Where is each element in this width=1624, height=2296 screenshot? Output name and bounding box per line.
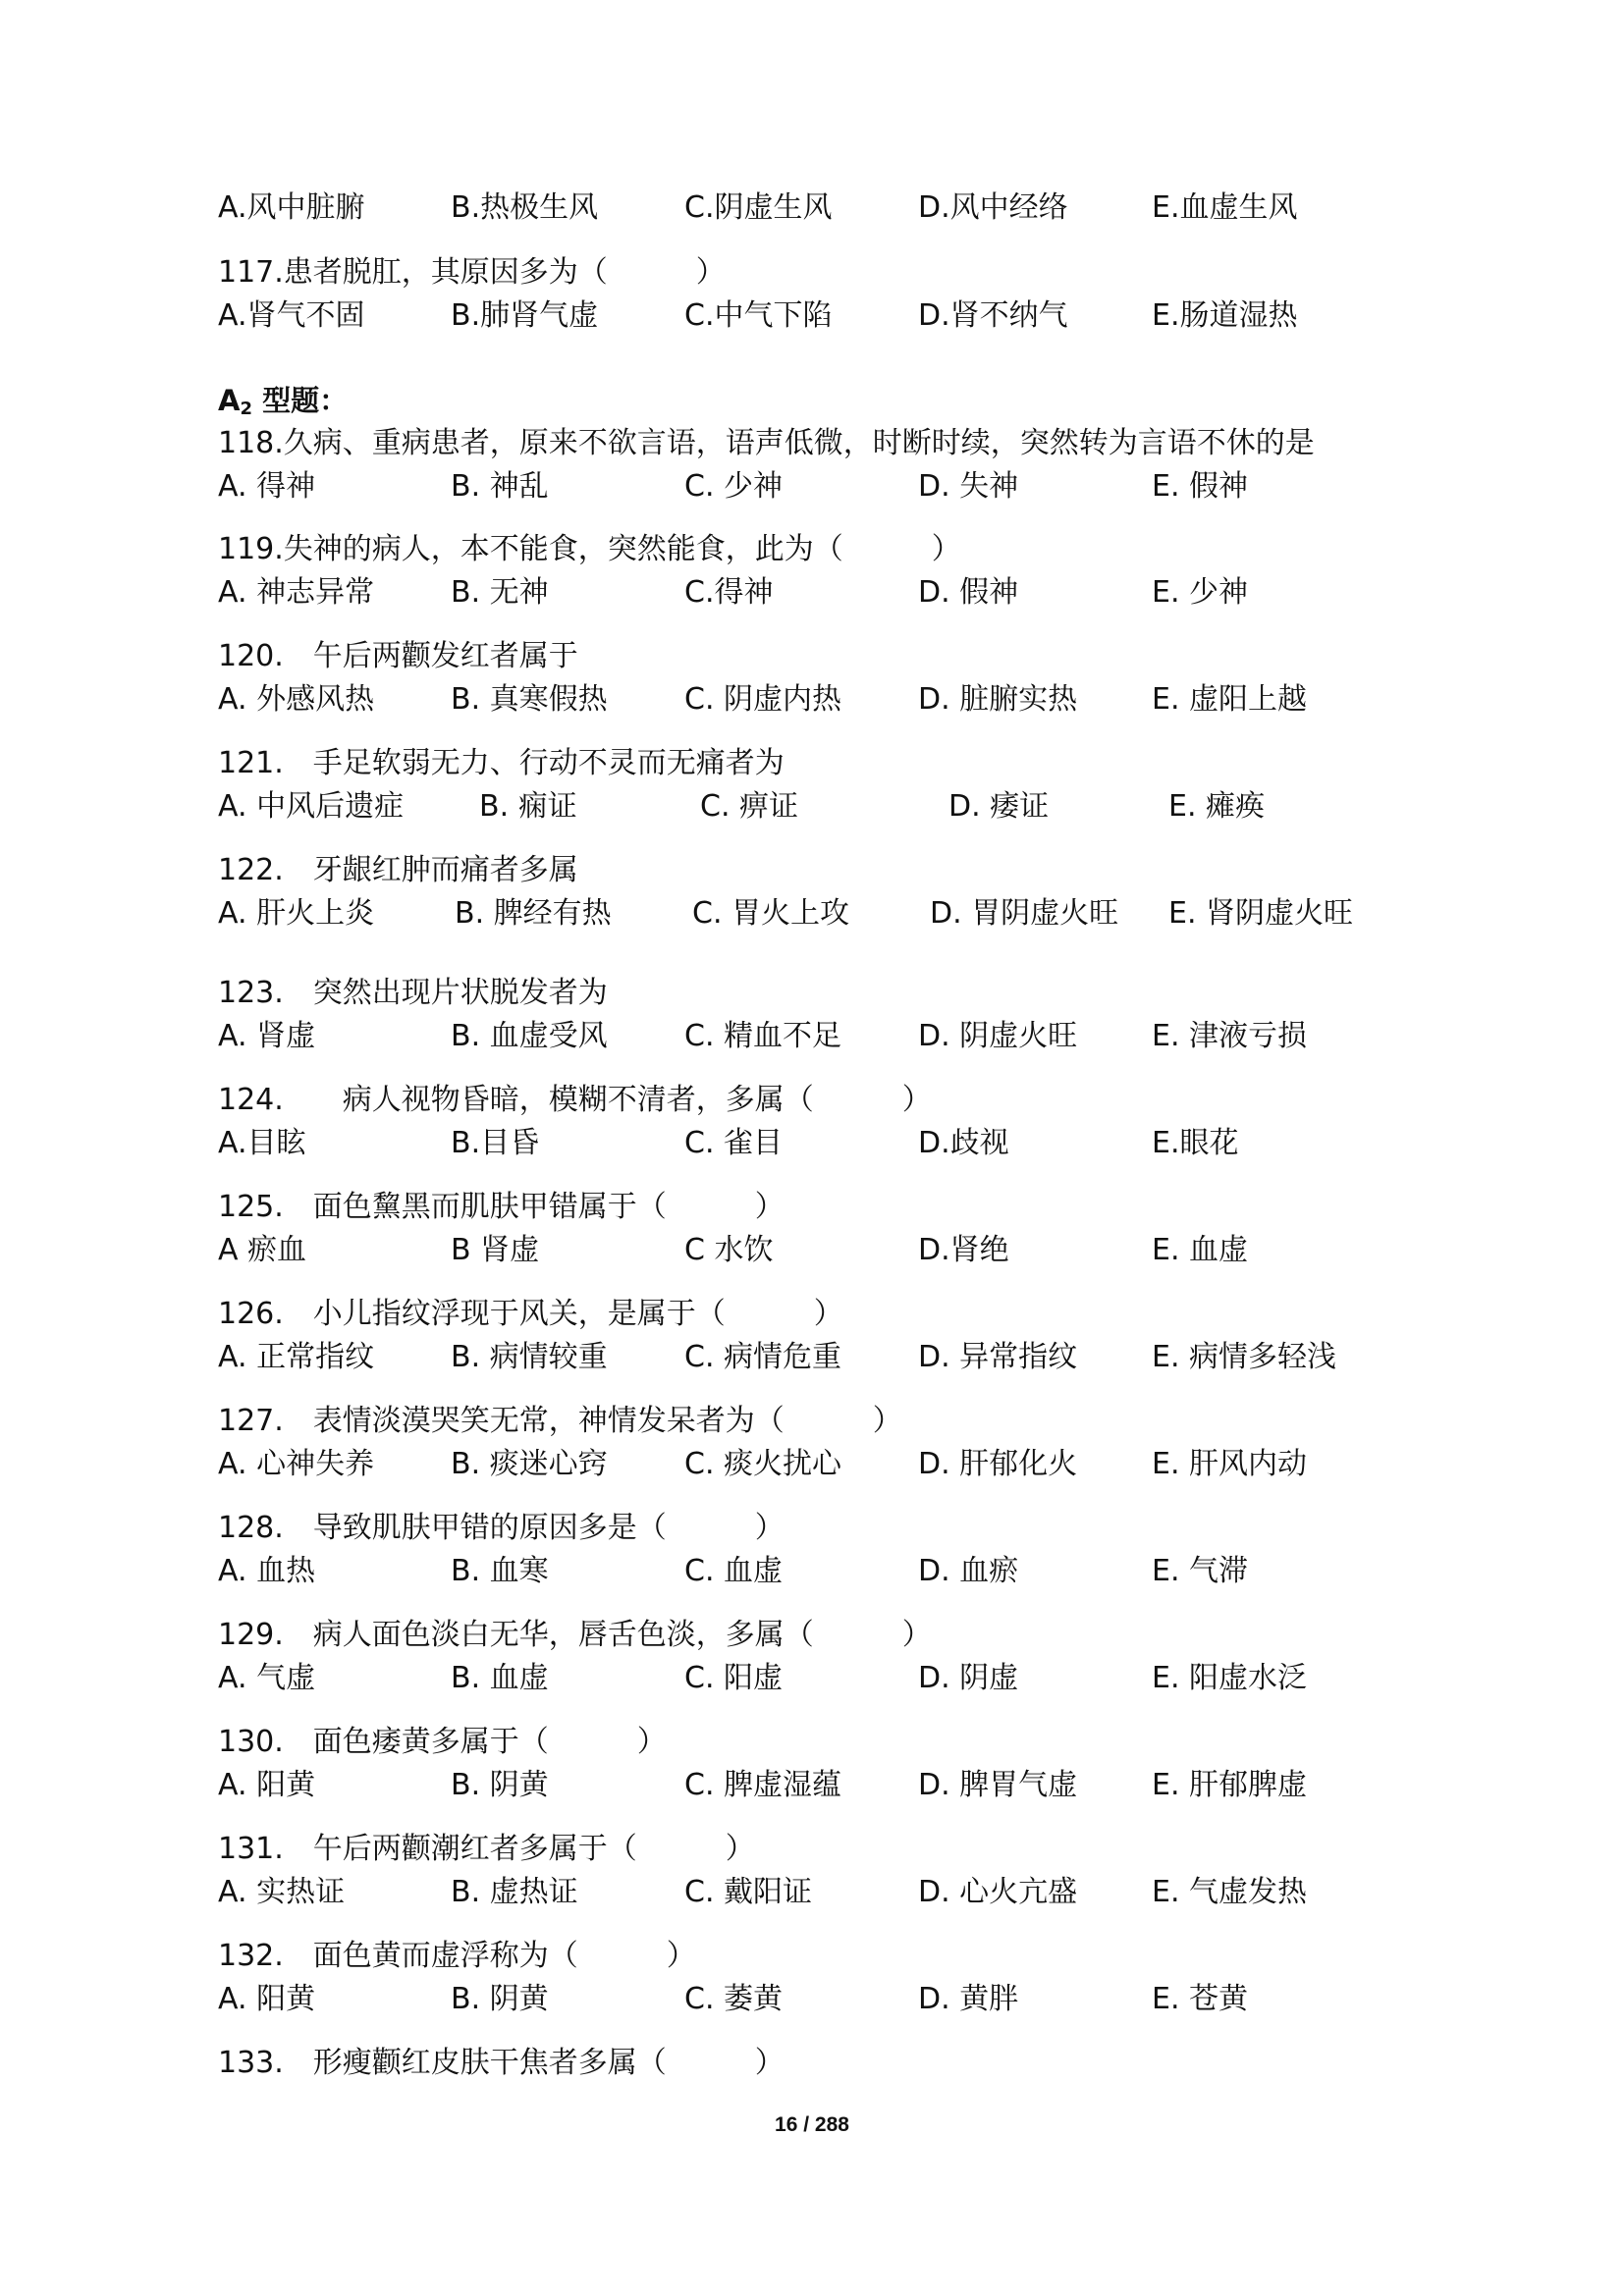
option-q119-c: C.得神: [684, 575, 774, 610]
option-q120-b: B. 真寒假热: [451, 682, 608, 717]
option-q126-b: B. 病情较重: [451, 1340, 608, 1374]
option-q126-e: E. 病情多轻浅: [1152, 1340, 1337, 1374]
option-q131-d: D. 心火亢盛: [918, 1875, 1078, 1909]
options-row-q116: [0, 187, 1624, 230]
option-q119-e: E. 少神: [1152, 575, 1249, 610]
options-row-q123: [0, 1015, 1624, 1058]
option-q125-e: E. 血虚: [1152, 1233, 1249, 1267]
option-q124-a: A.目眩: [218, 1126, 306, 1160]
option-q129-a: A. 气虚: [218, 1661, 316, 1695]
option-q122-e: E. 肾阴虚火旺: [1168, 896, 1354, 931]
options-row-q130: [0, 1764, 1624, 1807]
option-q117-b: B.肺肾气虚: [451, 298, 599, 333]
option-q118-e: E. 假神: [1152, 469, 1249, 504]
option-q123-e: E. 津液亏损: [1152, 1019, 1308, 1053]
option-q130-b: B. 阴黄: [451, 1768, 549, 1802]
question-stem-q120: 120. 午后两颧发红者属于: [218, 639, 578, 673]
option-q128-c: C. 血虚: [684, 1554, 784, 1588]
option-q121-a: A. 中风后遗症: [218, 789, 405, 824]
option-q129-e: E. 阳虚水泛: [1152, 1661, 1308, 1695]
option-q120-d: D. 脏腑实热: [918, 682, 1078, 717]
option-q124-d: D.歧视: [918, 1126, 1009, 1160]
option-q119-b: B. 无神: [451, 575, 549, 610]
question-stem-q123: 123. 突然出现片状脱发者为: [218, 976, 608, 1010]
option-q122-b: B. 脾经有热: [455, 896, 612, 931]
option-q119-a: A. 神志异常: [218, 575, 375, 610]
options-row-q121: [0, 785, 1624, 828]
option-q119-d: D. 假神: [918, 575, 1019, 610]
option-q127-c: C. 痰火扰心: [684, 1447, 842, 1481]
option-q121-d: D. 痿证: [948, 789, 1050, 824]
option-q132-a: A. 阳黄: [218, 1982, 316, 2016]
option-q128-a: A. 血热: [218, 1554, 316, 1588]
option-q129-d: D. 阴虚: [918, 1661, 1019, 1695]
option-q120-e: E. 虚阳上越: [1152, 682, 1308, 717]
option-q125-b: B 肾虚: [451, 1233, 540, 1267]
option-q125-c: C 水饮: [684, 1233, 774, 1267]
question-stem-q122: 122. 牙龈红肿而痛者多属: [218, 853, 578, 887]
question-stem-q117: 117.患者脱肛，其原因多为（ ）: [218, 255, 726, 290]
option-q126-c: C. 病情危重: [684, 1340, 842, 1374]
option-q132-e: E. 苍黄: [1152, 1982, 1249, 2016]
option-q121-b: B. 痫证: [479, 789, 577, 824]
option-q116-c: C.阴虚生风: [684, 190, 833, 225]
options-row-q127: [0, 1443, 1624, 1486]
option-q130-c: C. 脾虚湿蕴: [684, 1768, 842, 1802]
option-q132-b: B. 阴黄: [451, 1982, 549, 2016]
option-q125-d: D.肾绝: [918, 1233, 1009, 1267]
option-q116-b: B.热极生风: [451, 190, 599, 225]
option-q117-a: A.肾气不固: [218, 298, 365, 333]
option-q118-b: B. 神乱: [451, 469, 549, 504]
option-q127-b: B. 痰迷心窍: [451, 1447, 608, 1481]
options-row-q128: [0, 1550, 1624, 1593]
option-q118-a: A. 得神: [218, 469, 316, 504]
option-q132-d: D. 黄胖: [918, 1982, 1019, 2016]
option-q116-e: E.血虚生风: [1152, 190, 1298, 225]
question-stem-q131: 131. 午后两颧潮红者多属于（ ）: [218, 1832, 755, 1866]
question-stem-q129: 129. 病人面色淡白无华，唇舌色淡，多属（ ）: [218, 1618, 932, 1652]
question-stem-q119: 119.失神的病人，本不能食，突然能食，此为（ ）: [218, 532, 961, 566]
option-q124-b: B.目昏: [451, 1126, 540, 1160]
option-q120-a: A. 外感风热: [218, 682, 375, 717]
option-q125-a: A 瘀血: [218, 1233, 307, 1267]
options-row-q129: [0, 1657, 1624, 1700]
option-q122-a: A. 肝火上炎: [218, 896, 375, 931]
question-stem-q126: 126. 小儿指纹浮现于风关，是属于（ ）: [218, 1297, 843, 1331]
option-q130-a: A. 阳黄: [218, 1768, 316, 1802]
question-stem-q133: 133. 形瘦颧红皮肤干焦者多属（ ）: [218, 2046, 785, 2080]
option-q128-d: D. 血瘀: [918, 1554, 1019, 1588]
options-row-q124: [0, 1122, 1624, 1165]
option-q131-b: B. 虚热证: [451, 1875, 578, 1909]
option-q120-c: C. 阴虚内热: [684, 682, 842, 717]
option-q129-c: C. 阳虚: [684, 1661, 784, 1695]
option-q131-e: E. 气虚发热: [1152, 1875, 1308, 1909]
option-q116-a: A.风中脏腑: [218, 190, 365, 225]
option-q121-c: C. 痹证: [700, 789, 799, 824]
option-q126-d: D. 异常指纹: [918, 1340, 1078, 1374]
option-q124-c: C. 雀目: [684, 1126, 784, 1160]
option-q116-d: D.风中经络: [918, 190, 1068, 225]
question-stem-q124: 124. 病人视物昏暗，模糊不清者，多属（ ）: [218, 1083, 932, 1117]
options-row-q126: [0, 1336, 1624, 1379]
option-q126-a: A. 正常指纹: [218, 1340, 375, 1374]
question-stem-q130: 130. 面色痿黄多属于（ ）: [218, 1725, 667, 1759]
option-q129-b: B. 血虚: [451, 1661, 549, 1695]
option-q122-d: D. 胃阴虚火旺: [930, 896, 1119, 931]
option-q123-c: C. 精血不足: [684, 1019, 842, 1053]
option-q123-a: A. 肾虚: [218, 1019, 316, 1053]
question-stem-q127: 127. 表情淡漠哭笑无常，神情发呆者为（ ）: [218, 1404, 902, 1438]
question-stem-q125: 125. 面色黧黑而肌肤甲错属于（ ）: [218, 1190, 785, 1224]
option-q127-d: D. 肝郁化火: [918, 1447, 1078, 1481]
option-q130-e: E. 肝郁脾虚: [1152, 1768, 1308, 1802]
option-q131-a: A. 实热证: [218, 1875, 346, 1909]
option-q117-d: D.肾不纳气: [918, 298, 1068, 333]
option-q118-d: D. 失神: [918, 469, 1019, 504]
question-stem-q118: 118.久病、重病患者，原来不欲言语，语声低微，时断时续，突然转为言语不休的是: [218, 426, 1315, 460]
option-q127-e: E. 肝风内动: [1152, 1447, 1308, 1481]
question-stem-q121: 121. 手足软弱无力、行动不灵而无痛者为: [218, 746, 785, 780]
options-row-q118: [0, 465, 1624, 508]
option-q132-c: C. 萎黄: [684, 1982, 784, 2016]
option-q117-e: E.肠道湿热: [1152, 298, 1298, 333]
option-q123-b: B. 血虚受风: [451, 1019, 608, 1053]
page-number: 16 / 288: [775, 2113, 849, 2136]
options-row-q120: [0, 678, 1624, 721]
option-q128-e: E. 气滞: [1152, 1554, 1249, 1588]
question-stem-q132: 132. 面色黄而虚浮称为（ ）: [218, 1939, 696, 1973]
option-q128-b: B. 血寒: [451, 1554, 549, 1588]
options-row-q125: [0, 1229, 1624, 1272]
options-row-q132: [0, 1978, 1624, 2021]
option-q121-e: E. 瘫痪: [1168, 789, 1266, 824]
options-row-q131: [0, 1871, 1624, 1914]
options-row-q119: [0, 571, 1624, 614]
option-q118-c: C. 少神: [684, 469, 784, 504]
section-heading-a2: $A_2$ 型题：: [218, 384, 349, 419]
option-q122-c: C. 胃火上攻: [692, 896, 850, 931]
options-row-q122: [0, 892, 1624, 935]
option-q117-c: C.中气下陷: [684, 298, 833, 333]
option-q124-e: E.眼花: [1152, 1126, 1239, 1160]
question-stem-q128: 128. 导致肌肤甲错的原因多是（ ）: [218, 1511, 785, 1545]
option-q130-d: D. 脾胃气虚: [918, 1768, 1078, 1802]
option-q131-c: C. 戴阳证: [684, 1875, 813, 1909]
options-row-q117: [0, 294, 1624, 338]
option-q123-d: D. 阴虚火旺: [918, 1019, 1078, 1053]
option-q127-a: A. 心神失养: [218, 1447, 375, 1481]
